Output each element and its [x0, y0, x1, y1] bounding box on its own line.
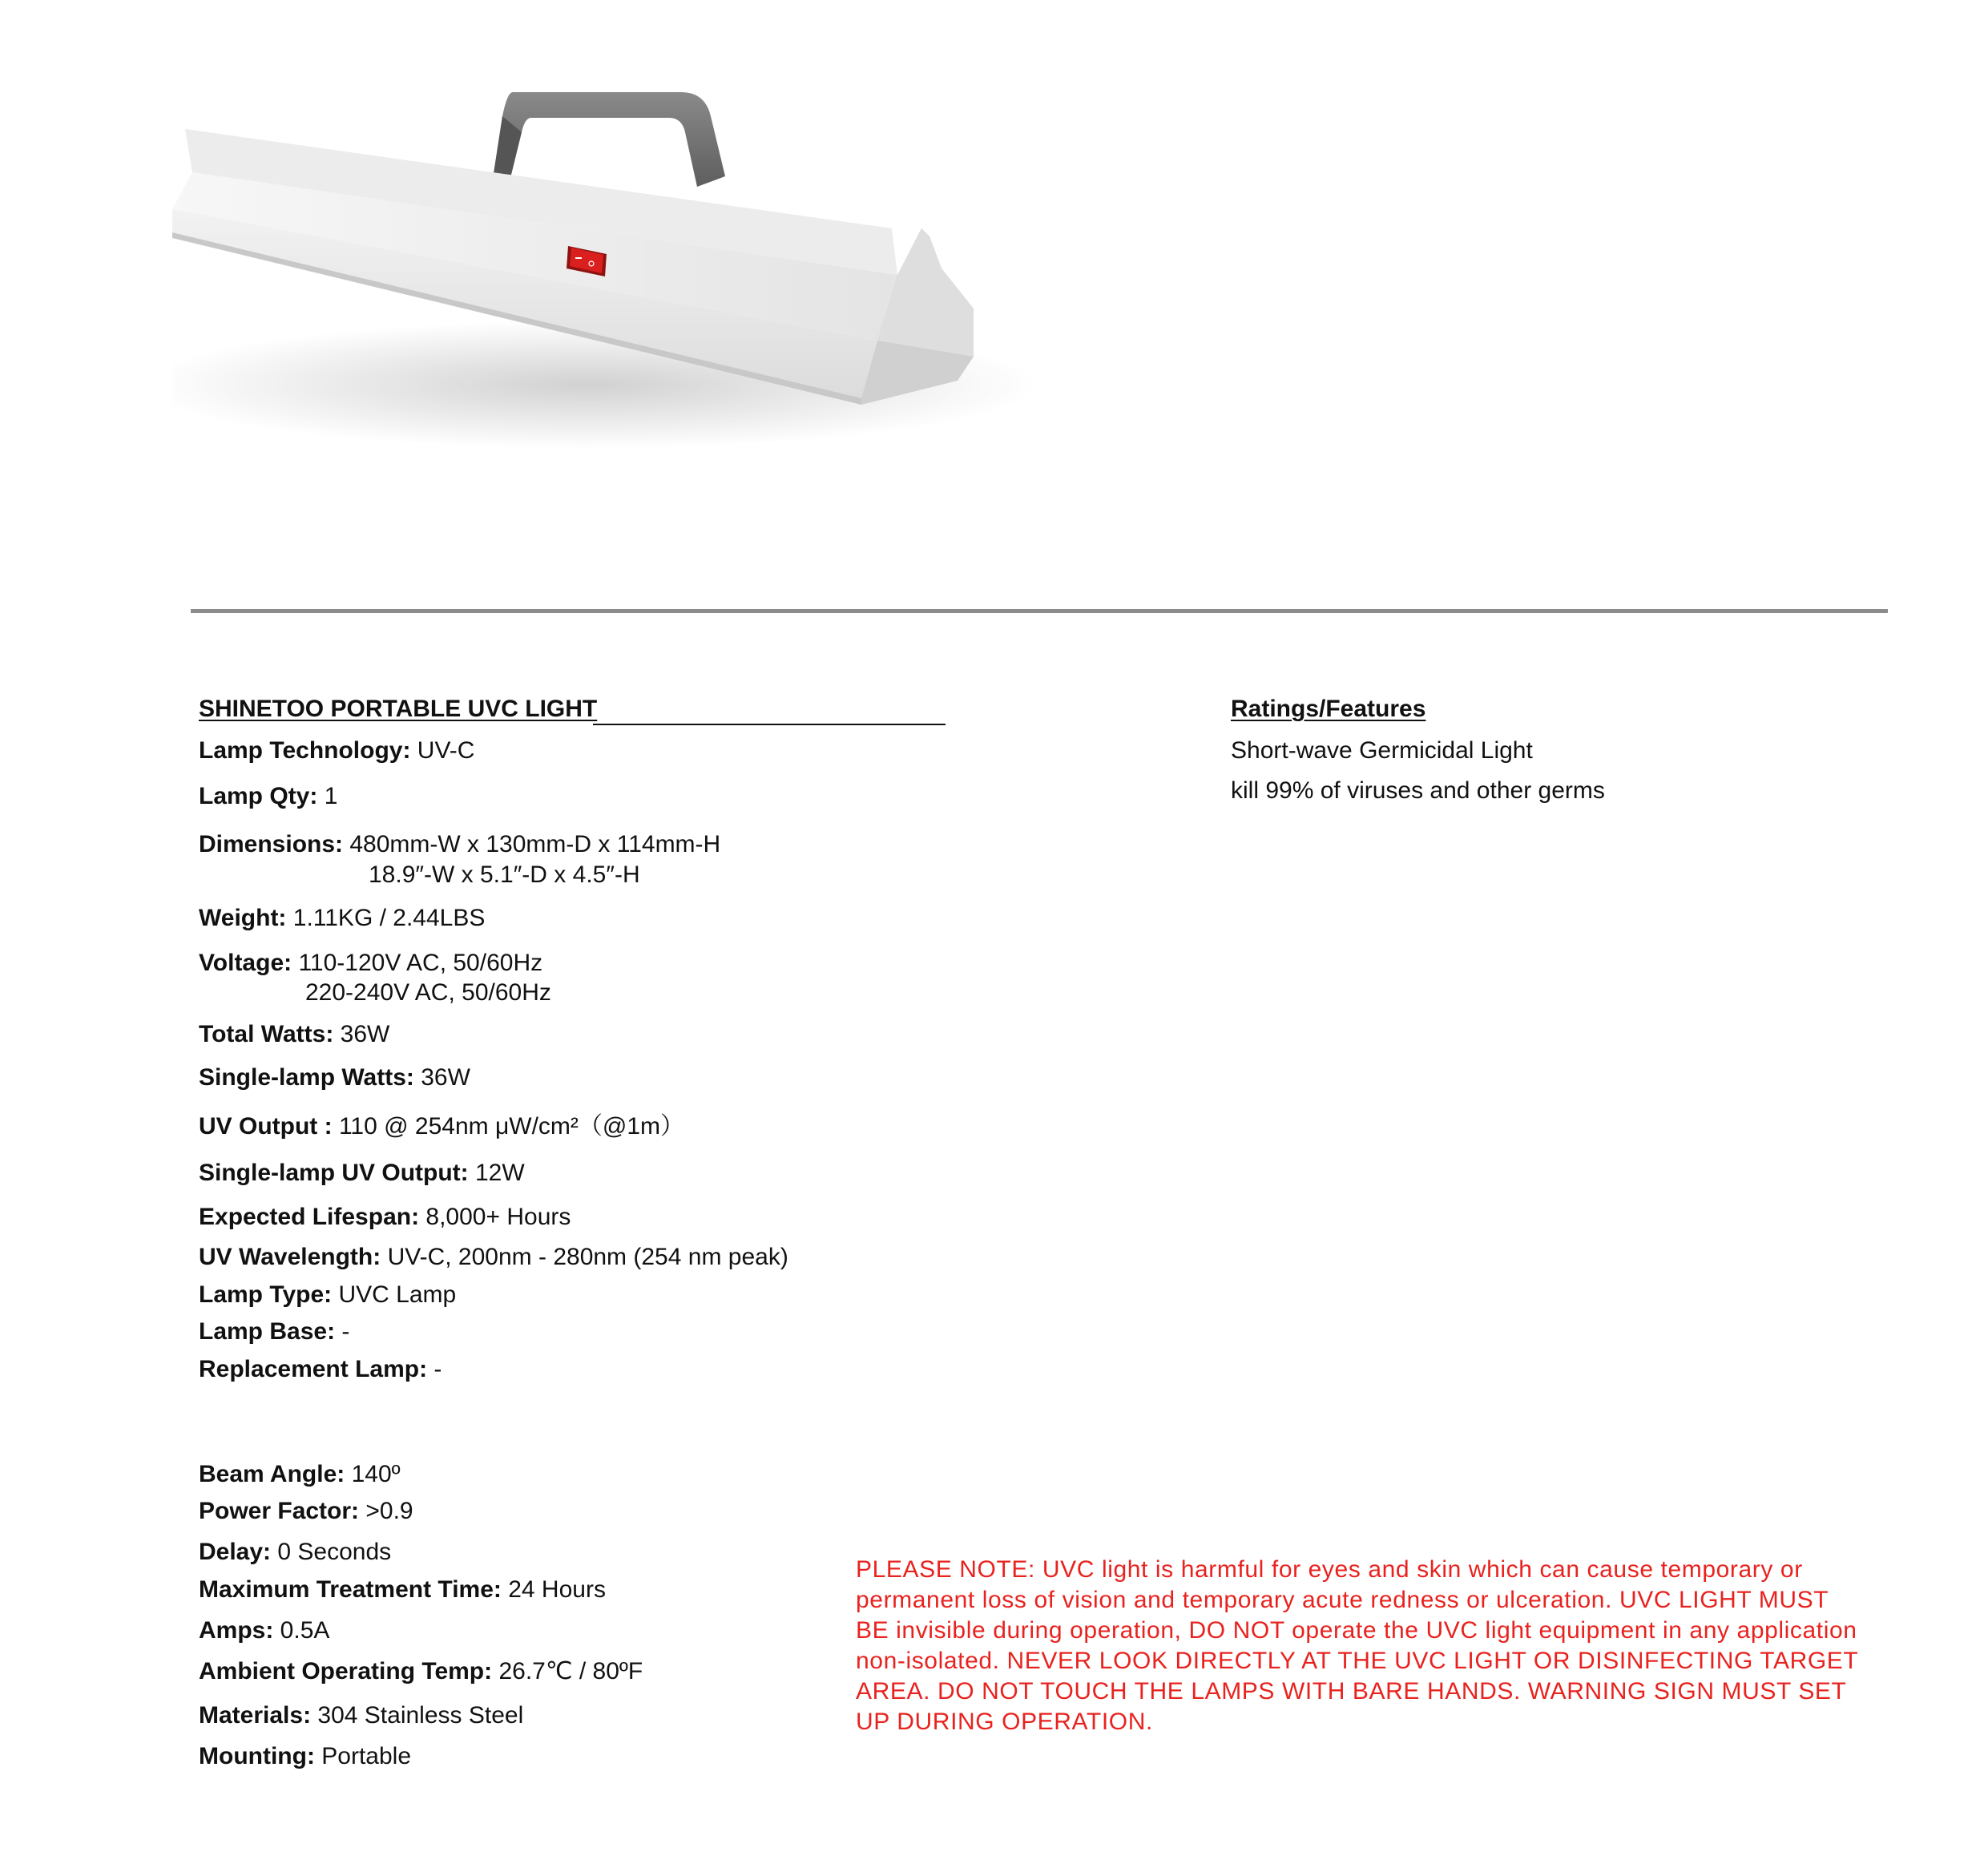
spec-ambient-temp	[199, 1656, 643, 1686]
spec-max-treatment-time	[199, 1575, 606, 1604]
spec-weight	[199, 903, 485, 933]
spec-value: UV-C, 200nm - 280nm (254 nm peak)	[381, 1244, 788, 1270]
spec-value: 0 Seconds	[271, 1539, 392, 1565]
spec-value: 304 Stainless Steel	[311, 1702, 524, 1729]
spec-total-watts	[199, 1019, 389, 1049]
spec-value: 8,000+ Hours	[419, 1204, 571, 1230]
spec-title: SHINETOO PORTABLE UVC LIGHT	[199, 696, 598, 722]
spec-label: Beam Angle:	[199, 1461, 345, 1487]
spec-voltage	[199, 948, 542, 978]
spec-value: 1.11KG / 2.44LBS	[286, 905, 486, 931]
spec-value: 110-120V AC, 50/60Hz	[292, 950, 543, 976]
spec-label: Voltage:	[199, 950, 292, 976]
spec-value: 36W	[413, 1064, 470, 1091]
spec-lamp-base	[199, 1317, 349, 1346]
lamp-handle	[493, 92, 725, 187]
spec-dimensions-imperial: 18.9″-W x 5.1″-D x 4.5″-H	[369, 861, 640, 888]
spec-value: 26.7℃ / 80ºF	[492, 1658, 643, 1684]
spec-label: Lamp Qty:	[199, 783, 318, 809]
spec-value: Portable	[314, 1743, 412, 1769]
spec-label: Materials:	[199, 1702, 312, 1729]
spec-value: UVC Lamp	[332, 1281, 457, 1308]
spec-label: Lamp Base:	[199, 1318, 336, 1345]
spec-value: 110 @ 254nm μW/cm²（@1m）	[332, 1113, 685, 1140]
spec-label: UV Output :	[199, 1113, 333, 1140]
feature-item: Short-wave Germicidal Light	[1231, 737, 1533, 764]
spec-label: Maximum Treatment Time:	[199, 1576, 502, 1603]
spec-value: >0.9	[359, 1498, 413, 1524]
spec-uv-wavelength	[199, 1242, 788, 1272]
spec-amps	[199, 1616, 329, 1645]
features-title: Ratings/Features	[1231, 696, 1426, 722]
spec-beam-angle	[199, 1459, 401, 1489]
spec-label: Weight:	[199, 905, 287, 931]
spec-label: Replacement Lamp:	[199, 1356, 428, 1382]
spec-expected-lifespan	[199, 1202, 571, 1232]
spec-dimensions	[199, 829, 720, 859]
spec-label: Delay:	[199, 1539, 272, 1565]
spec-value: 1	[317, 783, 338, 809]
spec-label: Lamp Technology:	[199, 737, 411, 764]
spec-label: Mounting:	[199, 1743, 315, 1769]
spec-value: 36W	[333, 1021, 390, 1047]
spec-value: 480mm-W x 130mm-D x 114mm-H	[343, 831, 721, 857]
section-divider	[191, 609, 1888, 613]
spec-value: 140º	[345, 1461, 401, 1487]
spec-value: 0.5A	[273, 1617, 330, 1644]
spec-replacement-lamp	[199, 1354, 442, 1384]
safety-warning: PLEASE NOTE: UVC light is harmful for eyes and skin which can cause temporary or permanent loss of vision and temporary acute redness or ulceration. UVC LIGHT MUST BE invisible during operation, DO NOT operate the UVC light equipment in any application non-isolated. NEVER LOOK DIRECTLY AT THE UVC LIGHT OR DISINFECTING TARGET AREA. DO NOT TOUCH THE LAMPS WITH BARE HANDS. WARNING SIGN MUST SET UP DURING OPERATION.	[856, 1556, 1858, 1735]
spec-value: 12W	[468, 1160, 525, 1186]
spec-value: UV-C	[410, 737, 475, 764]
feature-item: kill 99% of viruses and other germs	[1231, 777, 1605, 804]
spec-label: Amps:	[199, 1617, 274, 1644]
spec-label: Total Watts:	[199, 1021, 334, 1047]
spec-title-underline	[593, 724, 946, 725]
spec-label: UV Wavelength:	[199, 1244, 381, 1270]
spec-value: -	[427, 1356, 442, 1382]
spec-label: Dimensions:	[199, 831, 344, 857]
spec-label: Ambient Operating Temp:	[199, 1658, 493, 1684]
spec-lamp-technology	[199, 736, 474, 765]
spec-materials	[199, 1701, 523, 1730]
portable-uvc-lamp-illustration-icon	[172, 68, 1134, 517]
spec-lamp-qty	[199, 781, 337, 811]
spec-voltage-alt: 220-240V AC, 50/60Hz	[305, 979, 551, 1006]
spec-label: Expected Lifespan:	[199, 1204, 420, 1230]
spec-uv-output	[199, 1112, 684, 1141]
spec-label: Lamp Type:	[199, 1281, 333, 1308]
spec-value: 24 Hours	[501, 1576, 606, 1603]
spec-mounting	[199, 1741, 411, 1771]
spec-delay	[199, 1537, 391, 1567]
spec-label: Single-lamp UV Output:	[199, 1160, 469, 1186]
spec-single-lamp-watts	[199, 1063, 470, 1092]
spec-power-factor	[199, 1496, 413, 1526]
spec-lamp-type	[199, 1280, 456, 1309]
spec-label: Power Factor:	[199, 1498, 360, 1524]
spec-value: -	[335, 1318, 350, 1345]
spec-single-lamp-uv-output	[199, 1158, 525, 1188]
spec-label: Single-lamp Watts:	[199, 1064, 414, 1091]
